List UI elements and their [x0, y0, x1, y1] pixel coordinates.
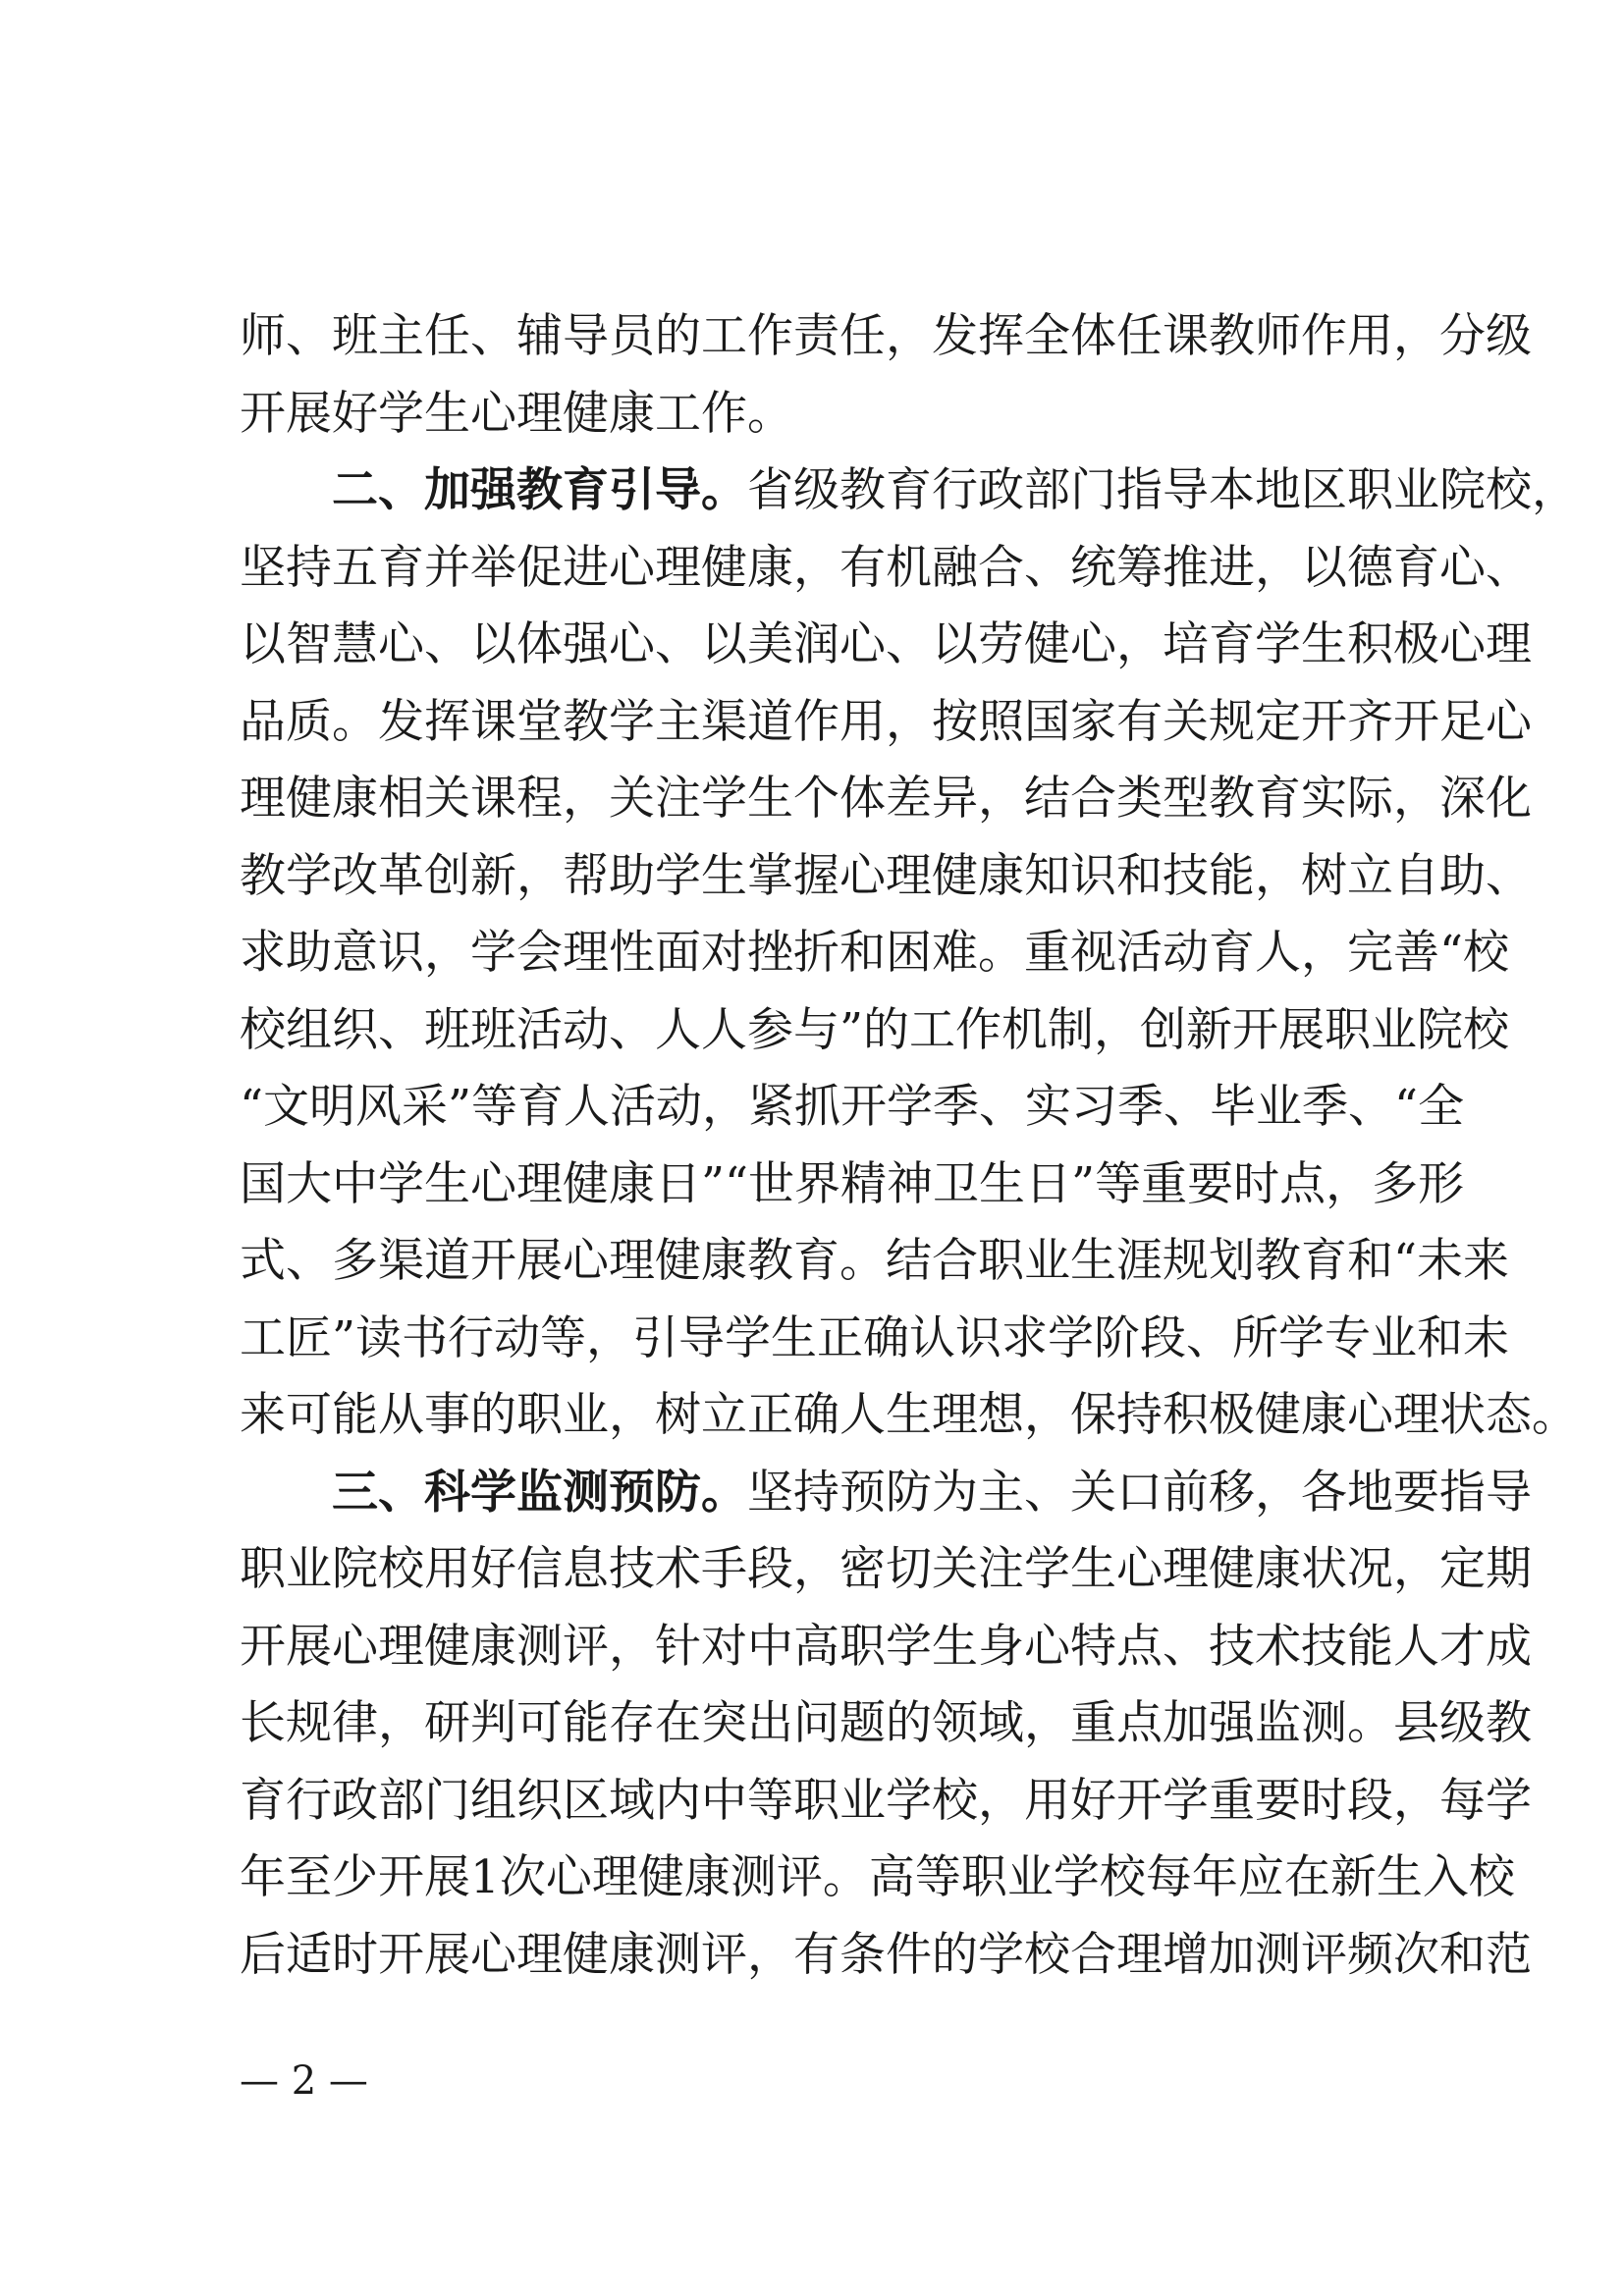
text-line: 后适时开展心理健康测评，有条件的学校合理增加测评频次和范 [240, 1927, 1532, 1982]
text-line: 工匠”读书行动等，引导学生正确认识求学阶段、所学专业和未 [240, 1310, 1510, 1365]
section-text: 坚持预防为主、关口前移，各地要指导 [747, 1465, 1532, 1520]
section-text: 省级教育行政部门指导本地区职业院校， [747, 463, 1578, 517]
section-heading-2: 二、加强教育引导。 [332, 463, 747, 517]
text-line-section-3-start [240, 1455, 1532, 1532]
text-line: 年至少开展1次心理健康测评。高等职业学校每年应在新生入校 [240, 1850, 1515, 1904]
text-line: 理健康相关课程，关注学生个体差异，结合类型教育实际，深化 [240, 772, 1532, 826]
body-text [240, 298, 1578, 1994]
text-line: 职业院校用好信息技术手段，密切关注学生心理健康状况，定期 [240, 1542, 1532, 1596]
text-line: 开展心理健康测评，针对中高职学生身心特点、技术技能人才成 [240, 1619, 1532, 1674]
text-line: 式、多渠道开展心理健康教育。结合职业生涯规划教育和“未来 [240, 1234, 1510, 1288]
text-line: 国大中学生心理健康日”“世界精神卫生日”等重要时点，多形 [240, 1156, 1465, 1211]
page-number: — 2 — [240, 2058, 368, 2104]
text-line: 校组织、班班活动、人人参与”的工作机制，创新开展职业院校 [240, 1002, 1510, 1057]
text-line: 师、班主任、辅导员的工作责任，发挥全体任课教师作用，分级 [240, 309, 1532, 363]
text-line: 教学改革创新，帮助学生掌握心理健康知识和技能，树立自助、 [240, 848, 1532, 903]
text-line: 求助意识，学会理性面对挫折和困难。重视活动育人，完善“校 [240, 926, 1510, 980]
text-line: 品质。发挥课堂教学主渠道作用，按照国家有关规定开齐开足心 [240, 694, 1532, 749]
text-line: 育行政部门组织区域内中等职业学校，用好开学重要时段，每学 [240, 1773, 1532, 1828]
text-line: 坚持五育并举促进心理健康，有机融合、统筹推进，以德育心、 [240, 540, 1532, 595]
section-heading-3: 三、科学监测预防。 [332, 1465, 747, 1520]
text-line: “文明风采”等育人活动，紧抓开学季、实习季、毕业季、“全 [240, 1080, 1465, 1134]
text-line-section-2-start [240, 453, 1578, 530]
text-line: 来可能从事的职业，树立正确人生理想，保持积极健康心理状态。 [240, 1388, 1578, 1442]
text-line: 以智慧心、以体强心、以美润心、以劳健心，培育学生积极心理 [240, 617, 1532, 671]
text-line: 长规律，研判可能存在突出问题的领域，重点加强监测。县级教 [240, 1696, 1532, 1750]
text-line: 开展好学生心理健康工作。 [240, 386, 793, 441]
